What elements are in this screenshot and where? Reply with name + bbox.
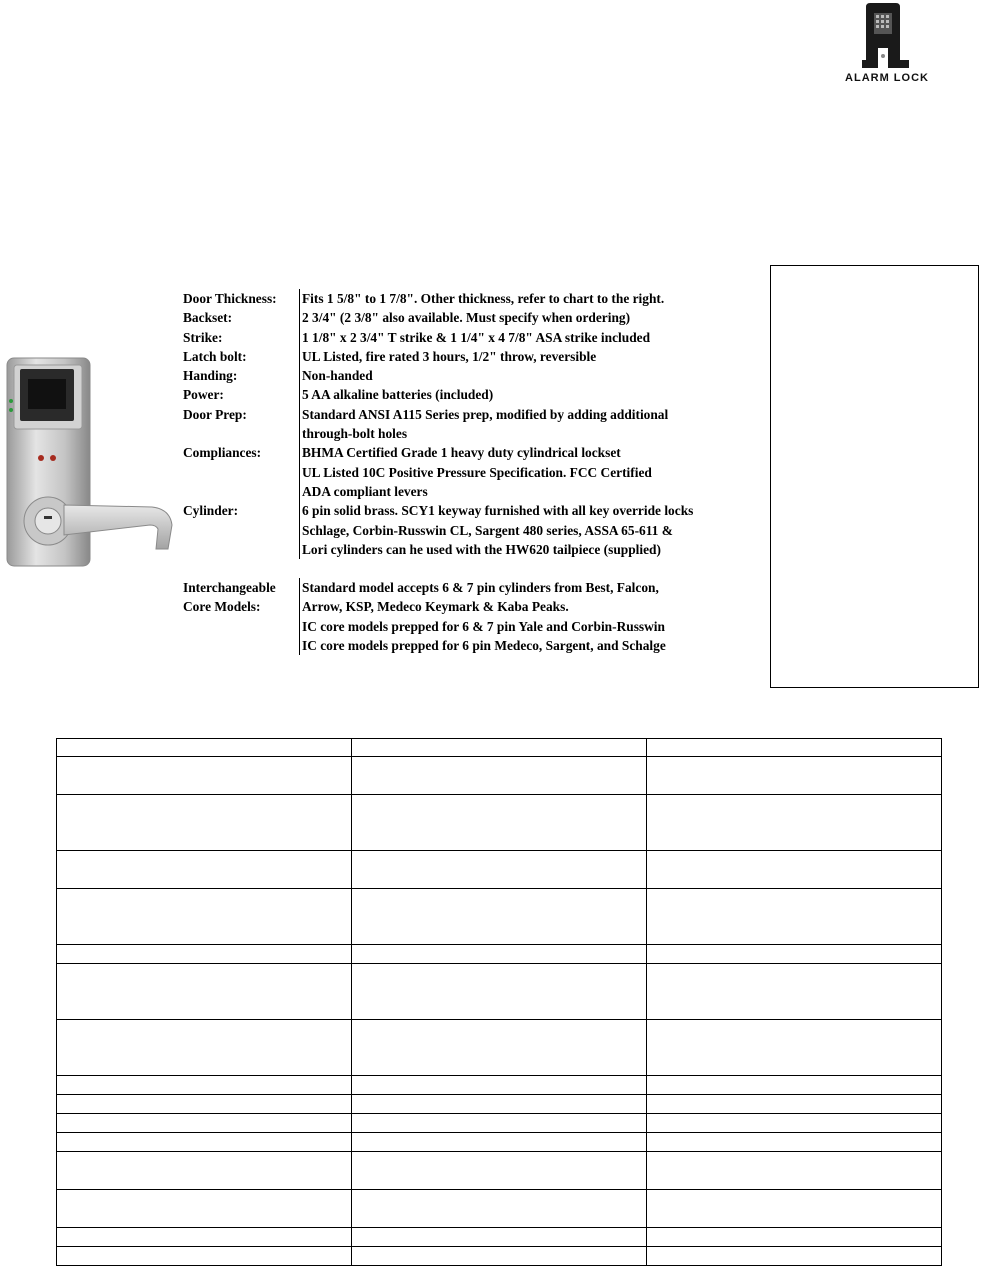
table-row (57, 1076, 942, 1095)
spec-label (183, 424, 299, 443)
spec-value: Standard ANSI A115 Series prep, modified by adding additional (299, 405, 668, 424)
spec-value: Arrow, KSP, Medeco Keymark & Kaba Peaks. (299, 597, 569, 616)
table-cell (647, 945, 942, 964)
table-cell (647, 889, 942, 945)
table-row (57, 1095, 942, 1114)
spec-label: Power: (183, 387, 224, 403)
table-row (57, 851, 942, 889)
spec-label: Door Prep: (183, 406, 247, 422)
keypad-lock-icon (818, 2, 950, 72)
spec-row (183, 308, 753, 327)
spec-value: IC core models prepped for 6 pin Medeco, Sargent, and Schalge (299, 636, 666, 655)
table-cell (352, 1020, 647, 1076)
spec-row (183, 521, 753, 540)
spec-value: IC core models prepped for 6 & 7 pin Yale and Corbin-Russwin (299, 617, 665, 636)
table-cell (647, 1133, 942, 1152)
table-cell (57, 795, 352, 851)
table-cell (352, 889, 647, 945)
table-row (57, 795, 942, 851)
table-row (57, 1228, 942, 1247)
spec-value: 5 AA alkaline batteries (included) (299, 385, 493, 404)
spec-row (183, 597, 753, 616)
spec-value: UL Listed 10C Positive Pressure Specification. FCC Certified (299, 463, 652, 482)
spec-row (183, 636, 753, 655)
table-cell (57, 945, 352, 964)
brand-logo (818, 2, 950, 86)
spec-row (183, 289, 753, 308)
spec-label: Cylinder: (183, 503, 239, 519)
table-cell (352, 795, 647, 851)
spec-label: Compliances: (183, 445, 262, 461)
spec-row (183, 617, 753, 636)
spec-row (183, 405, 753, 424)
table-cell (647, 851, 942, 889)
table-cell (57, 1114, 352, 1133)
spec-row (183, 463, 753, 482)
spec-row (183, 482, 753, 501)
table-cell (352, 1228, 647, 1247)
table-cell (57, 1133, 352, 1152)
table-cell (647, 1076, 942, 1095)
table-cell (57, 889, 352, 945)
table-cell (352, 739, 647, 757)
spec-value: ADA compliant levers (299, 482, 428, 501)
spec-value: Non-handed (299, 366, 373, 385)
table-cell (57, 739, 352, 757)
spec-row (183, 443, 753, 462)
spec-value: BHMA Certified Grade 1 heavy duty cylindrical lockset (299, 443, 621, 462)
spec-value: 6 pin solid brass. SCY1 keyway furnished with all key override locks (299, 501, 693, 520)
table-cell (57, 851, 352, 889)
table-cell (352, 1095, 647, 1114)
table-row (57, 757, 942, 795)
spec-label: Door Thickness: (183, 291, 277, 306)
table-row (57, 889, 942, 945)
product-image (2, 355, 174, 569)
spec-label (183, 617, 299, 636)
table-cell (352, 1190, 647, 1228)
spec-value: Standard model accepts 6 & 7 pin cylinders from Best, Falcon, (299, 578, 659, 597)
spec-value: UL Listed, fire rated 3 hours, 1/2" throw, reversible (299, 347, 596, 366)
spec-value: Schlage, Corbin-Russwin CL, Sargent 480 series, ASSA 65-611 & (299, 521, 673, 540)
spec-value: 2 3/4" (2 3/8" also available. Must specify when ordering) (299, 308, 630, 327)
table-row (57, 739, 942, 757)
spec-label (183, 540, 299, 559)
chart-box (770, 265, 979, 688)
table-cell (57, 1228, 352, 1247)
spec-row (183, 540, 753, 559)
spec-label: Interchangeable (183, 580, 276, 596)
spec-row (183, 347, 753, 366)
table-cell (647, 739, 942, 757)
table-cell (57, 1020, 352, 1076)
spec-label: Core Models: (183, 599, 261, 615)
table-row (57, 1020, 942, 1076)
spec-label: Backset: (183, 310, 233, 326)
table-row (57, 1247, 942, 1266)
table-row (57, 1190, 942, 1228)
table-cell (352, 1114, 647, 1133)
spec-row (183, 366, 753, 385)
table-cell (57, 1190, 352, 1228)
table-cell (647, 1228, 942, 1247)
table-cell (352, 1152, 647, 1190)
table-cell (647, 964, 942, 1020)
table-cell (647, 1020, 942, 1076)
spec-label (183, 636, 299, 655)
spec-row (183, 578, 753, 597)
table-cell (352, 757, 647, 795)
spec-label (183, 521, 299, 540)
spec-value: through-bolt holes (299, 424, 407, 443)
table-cell (647, 1095, 942, 1114)
table-cell (57, 1152, 352, 1190)
spec-table (56, 738, 942, 1266)
spec-row (183, 385, 753, 404)
spec-value: Lori cylinders can he used with the HW620 tailpiece (supplied) (299, 540, 661, 559)
table-cell (352, 945, 647, 964)
table-cell (352, 1133, 647, 1152)
table-cell (352, 1247, 647, 1266)
brand-name: ALARM LOCK (845, 72, 929, 84)
spec-label: Handing: (183, 368, 238, 384)
table-row (57, 964, 942, 1020)
table-cell (57, 1076, 352, 1095)
table-cell (57, 1247, 352, 1266)
table-cell (647, 757, 942, 795)
table-cell (647, 795, 942, 851)
spec-row (183, 501, 753, 520)
table-cell (352, 851, 647, 889)
table-cell (647, 1190, 942, 1228)
spec-list (183, 289, 753, 655)
table-row (57, 1152, 942, 1190)
spec-row (183, 328, 753, 347)
spec-label (183, 463, 299, 482)
table-cell (57, 964, 352, 1020)
spec-label: Strike: (183, 329, 223, 345)
keypad-lever-lock-icon (2, 355, 174, 569)
spec-value: Fits 1 5/8" to 1 7/8". Other thickness, refer to chart to the right. (299, 289, 664, 308)
spec-row (183, 424, 753, 443)
table-row (57, 1133, 942, 1152)
table-cell (57, 1095, 352, 1114)
table-cell (647, 1247, 942, 1266)
spec-value: 1 1/8" x 2 3/4" T strike & 1 1/4" x 4 7/8" ASA strike included (299, 328, 650, 347)
spec-label (183, 482, 299, 501)
table-cell (647, 1152, 942, 1190)
table-cell (647, 1114, 942, 1133)
table-cell (57, 757, 352, 795)
table-cell (352, 1076, 647, 1095)
table-row (57, 945, 942, 964)
table-row (57, 1114, 942, 1133)
table-cell (352, 964, 647, 1020)
spec-label: Latch bolt: (183, 348, 247, 364)
